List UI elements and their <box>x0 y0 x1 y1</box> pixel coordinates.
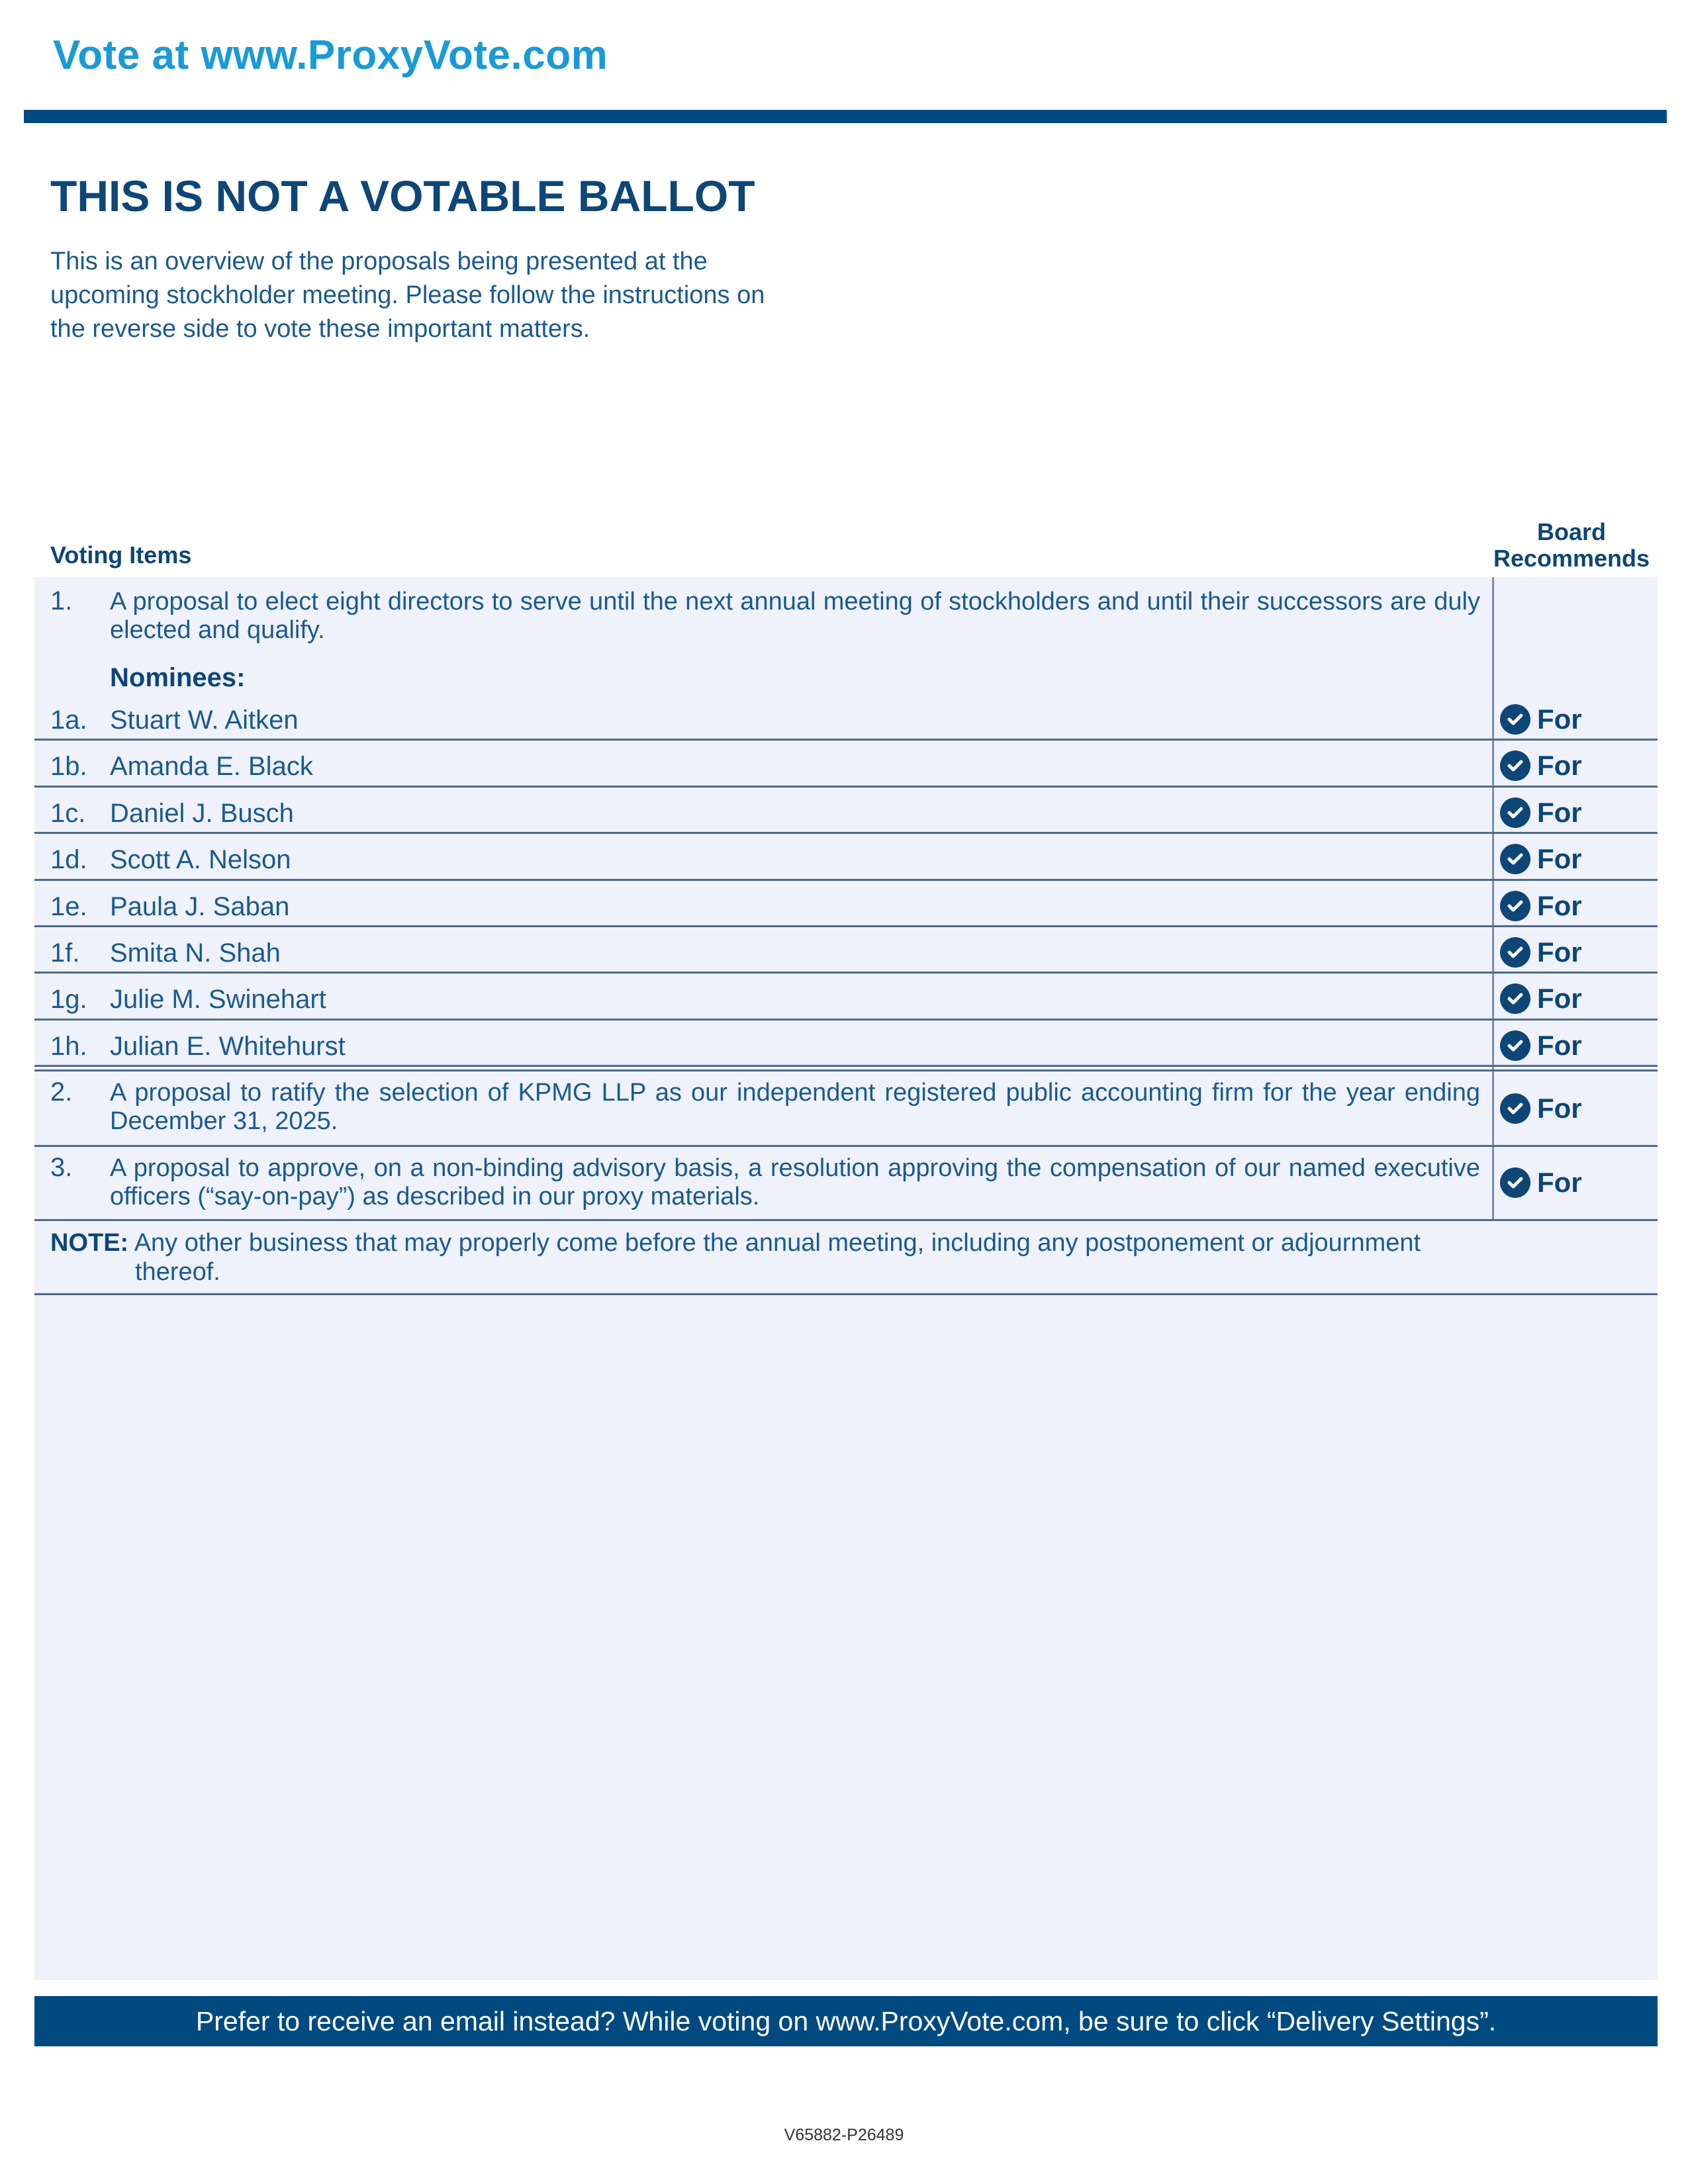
check-circle-icon <box>1500 1093 1530 1124</box>
row-divider <box>34 832 1658 834</box>
board-recommends-heading <box>1492 519 1651 572</box>
recommendation-label: For <box>1537 1167 1582 1198</box>
row-divider <box>34 1019 1658 1021</box>
recommendation-label: For <box>1537 704 1582 735</box>
nominee-name: Paula J. Saban <box>110 891 290 921</box>
top-rule <box>24 110 1667 123</box>
recommendation <box>1500 889 1582 923</box>
check-circle-icon <box>1500 797 1530 828</box>
board-heading-line: Recommends <box>1493 545 1650 572</box>
nominee-number: 1a. <box>50 705 87 735</box>
nominee-number: 1d. <box>50 845 87 875</box>
row-divider <box>34 1219 1658 1221</box>
recommendation <box>1500 1029 1582 1062</box>
item-number: 1. <box>50 586 73 615</box>
item-number: 3. <box>50 1153 73 1182</box>
check-circle-icon <box>1500 751 1530 781</box>
note-label: NOTE: <box>50 1229 129 1257</box>
intro-paragraph <box>50 245 871 346</box>
row-divider <box>34 739 1658 741</box>
nominee-name: Scott A. Nelson <box>110 845 291 875</box>
nominee-number: 1c. <box>50 798 86 828</box>
nominee-number: 1b. <box>50 752 87 782</box>
board-heading-line: Board <box>1536 518 1606 545</box>
note-text: Any other business that may properly come before the annual meeting, including any postponement or adjournment <box>134 1229 1421 1257</box>
row-divider <box>34 925 1658 927</box>
recommendation <box>1500 1166 1582 1199</box>
row-divider <box>34 972 1658 974</box>
nominee-number: 1f. <box>50 938 80 968</box>
item-number: 2. <box>50 1077 73 1107</box>
row-divider <box>34 1069 1658 1071</box>
recommendation-label: For <box>1537 936 1582 968</box>
check-circle-icon <box>1500 844 1530 874</box>
recommendation <box>1500 796 1582 829</box>
recommendation-label: For <box>1537 983 1582 1015</box>
check-circle-icon <box>1500 891 1530 921</box>
item-1-text: A proposal to elect eight directors to serve until the next annual meeting of stockholders and until their successors are duly elected and qualify. <box>110 588 1480 644</box>
nominee-number: 1h. <box>50 1031 87 1061</box>
recommendation <box>1500 842 1582 876</box>
nominee-number: 1e. <box>50 891 87 921</box>
nominees-label: Nominees: <box>110 663 246 692</box>
banner-text: Prefer to receive an email instead? While voting on www.ProxyVote.com, be sure to click “Delivery Settings”. <box>195 2005 1497 2036</box>
nominee-name: Julie M. Swinehart <box>110 985 326 1015</box>
nominee-name: Smita N. Shah <box>110 938 281 968</box>
row-divider <box>34 879 1658 881</box>
nominee-name: Amanda E. Black <box>110 752 313 782</box>
item-3-text: A proposal to approve, on a non-binding advisory basis, a resolution approving the compensation of our named executive officers (“say-on-pay”) as described in our proxy materials. <box>110 1154 1480 1210</box>
note-text-continued: thereof. <box>135 1258 220 1286</box>
row-divider <box>34 1293 1658 1295</box>
recommendation-label: For <box>1537 750 1582 782</box>
intro-line: This is an overview of the proposals being presented at the <box>50 248 708 275</box>
recommendation-label: For <box>1537 889 1582 921</box>
check-circle-icon <box>1500 937 1530 968</box>
check-circle-icon <box>1500 983 1530 1014</box>
recommendation-label: For <box>1537 796 1582 828</box>
nominee-name: Daniel J. Busch <box>110 798 294 828</box>
recommendation <box>1500 936 1582 969</box>
delivery-settings-banner <box>34 1996 1658 2046</box>
recommendation <box>1500 749 1582 782</box>
nominee-name: Julian E. Whitehurst <box>110 1031 346 1061</box>
row-divider <box>34 1065 1658 1067</box>
recommendation <box>1500 703 1582 736</box>
row-divider <box>34 1145 1658 1147</box>
check-circle-icon <box>1500 1167 1530 1198</box>
recommendation-label: For <box>1537 843 1582 875</box>
item-2-text: A proposal to ratify the selection of KPMG LLP as our independent registered public accounting firm for the year ending December 31, 2025. <box>110 1079 1480 1135</box>
nominee-number: 1g. <box>50 985 87 1015</box>
recommendation-label: For <box>1537 1029 1582 1061</box>
nominee-name: Stuart W. Aitken <box>110 705 299 735</box>
recommendation <box>1500 1092 1582 1125</box>
intro-line: the reverse side to vote these important matters. <box>50 315 590 343</box>
vote-at-url: Vote at www.ProxyVote.com <box>53 32 608 78</box>
voting-items-heading: Voting Items <box>50 541 192 569</box>
intro-line: upcoming stockholder meeting. Please follow the instructions on <box>50 281 765 309</box>
row-divider <box>34 786 1658 788</box>
column-divider <box>1492 577 1494 1220</box>
check-circle-icon <box>1500 704 1530 735</box>
note <box>50 1228 1487 1287</box>
recommendation <box>1500 982 1582 1015</box>
recommendation-label: For <box>1537 1093 1582 1124</box>
check-circle-icon <box>1500 1030 1530 1061</box>
document-code: V65882-P26489 <box>784 2126 904 2144</box>
page-title: THIS IS NOT A VOTABLE BALLOT <box>50 171 755 220</box>
